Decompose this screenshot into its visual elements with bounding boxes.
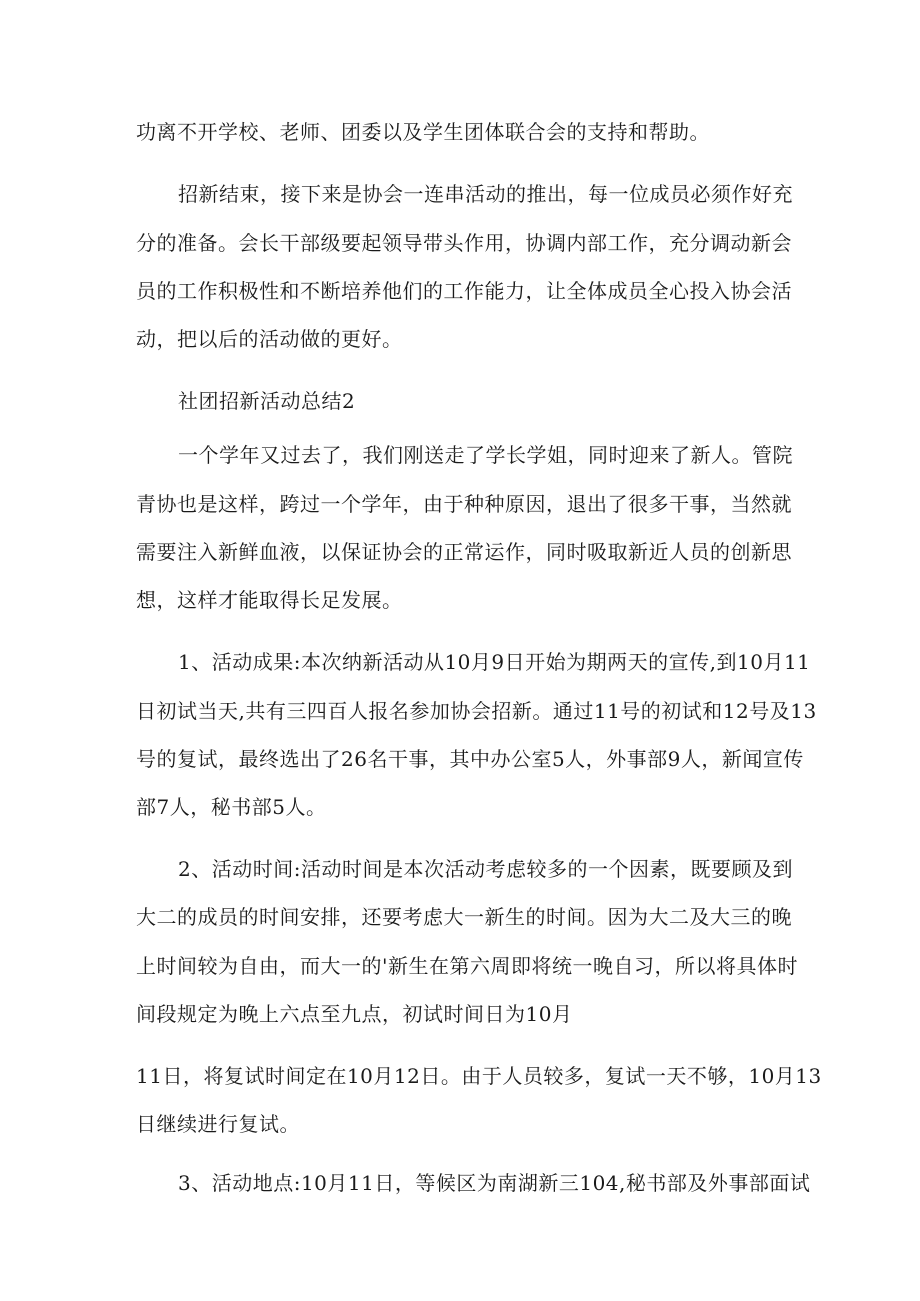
paragraph-line: 招新结束，接下来是协会一连串活动的推出，每一位成员必须作好充	[178, 182, 793, 206]
paragraph-line: 日初试当天,共有三四百人报名参加协会招新。通过11号的初试和12号及13	[136, 699, 817, 723]
paragraph-line: 上时间较为自由，而大一的'新生在第六周即将统一晚自习，所以将具体时	[136, 954, 798, 978]
paragraph-line: 员的工作积极性和不断培养他们的工作能力，让全体成员全心投入协会活	[136, 279, 792, 303]
paragraph-line: 功离不开学校、老师、团委以及学生团体联合会的支持和帮助。	[136, 120, 710, 144]
paragraph-line: 动，把以后的活动做的更好。	[136, 327, 403, 351]
paragraph-line: 大二的成员的时间安排，还要考虑大一新生的时间。因为大二及大三的晚	[136, 905, 792, 929]
paragraph-line: 分的准备。会长干部级要起领导带头作用，协调内部工作，充分调动新会	[136, 231, 792, 255]
paragraph-line: 1、活动成果:本次纳新活动从10月9日开始为期两天的宣传,到10月11	[178, 650, 811, 674]
paragraph-line: 间段规定为晚上六点至九点，初试时间日为10月	[136, 1002, 573, 1026]
paragraph-line: 一个学年又过去了，我们刚送走了学长学姐，同时迎来了新人。管院	[178, 443, 793, 467]
paragraph-line: 11日，将复试时间定在10月12日。由于人员较多，复试一天不够，10月13	[136, 1064, 822, 1088]
paragraph-line: 2、活动时间:活动时间是本次活动考虑较多的一个因素，既要顾及到	[178, 857, 793, 881]
paragraph-line: 3、活动地点:10月11日，等候区为南湖新三104,秘书部及外事部面试	[178, 1171, 811, 1195]
paragraph-line: 日继续进行复试。	[136, 1112, 300, 1136]
section-heading: 社团招新活动总结2	[178, 389, 356, 413]
paragraph-line: 青协也是这样，跨过一个学年，由于种种原因，退出了很多干事，当然就	[136, 492, 792, 516]
paragraph-line: 想，这样才能取得长足发展。	[136, 588, 403, 612]
paragraph-line: 需要注入新鲜血液，以保证协会的正常运作，同时吸取新近人员的创新思	[136, 540, 792, 564]
paragraph-line: 号的复试，最终选出了26名干事，其中办公室5人，外事部9人，新闻宣传	[136, 747, 804, 771]
paragraph-line: 部7人，秘书部5人。	[136, 795, 327, 819]
